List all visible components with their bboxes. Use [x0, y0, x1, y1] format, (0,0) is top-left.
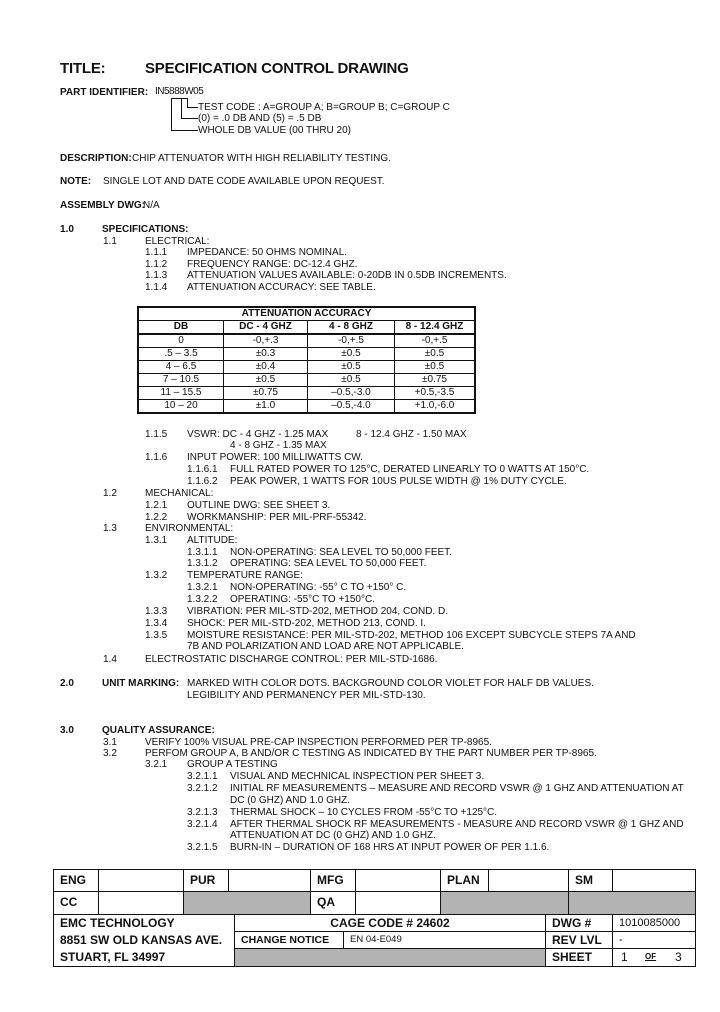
table-cell: +1.0,-6.0 [395, 400, 476, 414]
table-cell: –0.5,-4.0 [308, 400, 395, 414]
item-text: PERFOM GROUP A, B AND/OR C TESTING AS INDICATED BY THE PART NUMBER PER TP-8965. [145, 748, 597, 759]
item-number: 3.2.1 [145, 759, 168, 770]
item-number: 1.3.4 [145, 618, 168, 629]
table-cell: ±0.3 [224, 348, 308, 361]
table-cell: ±0.5 [308, 348, 395, 361]
table-cell: ±1.0 [224, 400, 308, 414]
item-number: 1.1.4 [145, 282, 168, 293]
item-text: ALTITUDE: [187, 535, 238, 546]
table-cell: ±0.4 [224, 361, 308, 374]
item-text: VISUAL AND MECHNICAL INSPECTION PER SHEET 3. [230, 771, 485, 782]
table-cell: -0,+.5 [308, 334, 395, 348]
column-header: DB [138, 321, 224, 335]
assembly-value: N/A [143, 200, 160, 211]
part-note-half-db: (0) = .0 DB AND (5) = .5 DB [198, 113, 322, 124]
item-text: 8 - 12.4 GHZ - 1.50 MAX [356, 429, 467, 440]
table-cell: ±0.5 [308, 361, 395, 374]
part-identifier: IN5888W05 [155, 86, 204, 97]
item-number: 3.2 [103, 748, 117, 759]
item-text: PEAK POWER, 1 WATTS FOR 10US PULSE WIDTH @ 1% DUTY CYCLE. [230, 476, 567, 487]
cage-code: CAGE CODE # 24602 [234, 914, 546, 932]
sheet-total: 3 [675, 950, 682, 964]
item-number: 1.1.6.1 [187, 464, 218, 475]
item-text: THERMAL SHOCK – 10 CYCLES FROM -55°C TO +125°C. [230, 807, 498, 818]
part-identifier-label: PART IDENTIFIER: [60, 87, 149, 98]
section-heading: UNIT MARKING: [102, 678, 180, 689]
table-row [138, 387, 475, 400]
attenuation-accuracy-table [137, 306, 476, 414]
item-text: VIBRATION: PER MIL-STD-202, METHOD 204, COND. D. [187, 606, 448, 617]
item-text: ELECTRICAL: [145, 236, 210, 247]
item-number: 1.3.2 [145, 570, 168, 581]
item-number: 1.2.2 [145, 512, 168, 523]
table-cell: –0.5,-3.0 [308, 387, 395, 400]
item-text: SHOCK: PER MIL-STD-202, METHOD 213, COND. I. [187, 618, 426, 629]
cc-signature-field[interactable] [98, 891, 184, 915]
company-name: EMC TECHNOLOGY [60, 916, 175, 930]
marking-text: LEGIBILITY AND PERMANENCY PER MIL-STD-130. [187, 690, 426, 701]
section-number: 2.0 [60, 678, 74, 689]
rev-value: - [612, 931, 696, 949]
table-cell: .5 – 3.5 [138, 348, 224, 361]
part-note-test-code: TEST CODE : A=GROUP A; B=GROUP B; C=GROUP C [198, 102, 450, 113]
table-cell: ±0.75 [395, 374, 476, 387]
table-row [138, 400, 475, 414]
item-text: ATTENUATION ACCURACY: SEE TABLE. [187, 282, 376, 293]
item-text: NON-OPERATING: SEA LEVEL TO 50,000 FEET. [230, 547, 452, 558]
marking-text: MARKED WITH COLOR DOTS. BACKGROUND COLOR VIOLET FOR HALF DB VALUES. [187, 678, 594, 689]
item-text: ATTENUATION AT DC (0 GHZ) AND 1.0 GHZ. [230, 830, 436, 841]
item-number: 1.1.6.2 [187, 476, 218, 487]
section-heading: QUALITY ASSURANCE: [102, 725, 215, 736]
table-cell: ±0.5 [395, 348, 476, 361]
item-text: ELECTROSTATIC DISCHARGE CONTROL: PER MIL-STD-1686. [145, 654, 438, 665]
blank-gray-cell [568, 891, 696, 915]
blank-gray-cell [234, 948, 546, 967]
item-number: 1.3.3 [145, 606, 168, 617]
item-text: OPERATING: SEA LEVEL TO 50,000 FEET. [230, 558, 427, 569]
item-number: 1.1 [103, 236, 117, 247]
description-label: DESCRIPTION: [60, 153, 132, 164]
note-label: NOTE: [60, 176, 92, 187]
item-text: OPERATING: -55°C TO +150°C. [230, 594, 375, 605]
sheet-of: OF [645, 952, 657, 961]
title-label: TITLE: [60, 60, 106, 77]
description-text: CHIP ATTENUATOR WITH HIGH RELIABILITY TESTING. [132, 153, 391, 164]
item-number: 1.3.2.2 [187, 594, 218, 605]
bracket-line [181, 118, 198, 119]
item-text: GROUP A TESTING [187, 759, 278, 770]
item-text: VERIFY 100% VISUAL PRE-CAP INSPECTION PERFORMED PER TP-8965. [145, 737, 492, 748]
change-notice-value: EN 04-E049 [343, 931, 546, 949]
table-cell: +0.5,-3.5 [395, 387, 476, 400]
item-text: INITIAL RF MEASUREMENTS – MEASURE AND RECORD VSWR @ 1 GHZ AND ATTENUATION AT [230, 783, 684, 794]
table-row [138, 361, 475, 374]
bracket-line [187, 107, 198, 108]
item-number: 1.3.1 [145, 535, 168, 546]
mfg-label: MFG [310, 869, 356, 892]
table-row [138, 374, 475, 387]
dwg-label: DWG # [545, 914, 613, 932]
table-cell: ±0.75 [224, 387, 308, 400]
item-text: 4 - 8 GHZ - 1.35 MAX [230, 440, 327, 451]
sheet-number: 1 [621, 950, 628, 964]
item-text: FULL RATED POWER TO 125°C, DERATED LINEARLY TO 0 WATTS AT 150°C. [230, 464, 590, 475]
table-cell: ±0.5 [308, 374, 395, 387]
table-cell: 11 – 15.5 [138, 387, 224, 400]
table-cell: ±0.5 [224, 374, 308, 387]
item-number: 3.2.1.2 [187, 783, 218, 794]
item-text: 7B AND POLARIZATION AND LOAD ARE NOT APPLICABLE. [187, 641, 464, 652]
pur-label: PUR [183, 869, 229, 892]
eng-signature-field[interactable] [98, 869, 184, 892]
item-text: AFTER THERMAL SHOCK RF MEASUREMENTS - MEASURE AND RECORD VSWR @ 1 GHZ AND [230, 819, 684, 830]
item-text: IMPEDANCE: 50 OHMS NOMINAL. [187, 247, 348, 258]
dwg-number: 1010085000 [612, 914, 696, 932]
item-text: DC (0 GHZ) AND 1.0 GHZ. [230, 795, 351, 806]
table-cell: ±0.5 [395, 361, 476, 374]
item-number: 3.1 [103, 737, 117, 748]
assembly-label: ASSEMBLY DWG: [60, 200, 146, 211]
bracket-line [181, 98, 182, 119]
item-number: 1.4 [103, 654, 117, 665]
blank-gray-cell [440, 891, 569, 915]
qa-signature-field[interactable] [355, 891, 441, 915]
company-address-line1: 8851 SW OLD KANSAS AVE. [60, 933, 223, 947]
item-text: ATTENUATION VALUES AVAILABLE: 0-20DB IN 0.5DB INCREMENTS. [187, 270, 507, 281]
table-cell: -0,+.5 [395, 334, 476, 348]
table-cell: 10 – 20 [138, 400, 224, 414]
cc-label: CC [53, 891, 99, 915]
part-note-whole-db: WHOLE DB VALUE (00 THRU 20) [198, 125, 352, 136]
item-text: MOISTURE RESISTANCE: PER MIL-STD-202, METHOD 106 EXCEPT SUBCYCLE STEPS 7A AND [187, 630, 636, 641]
item-number: 1.3.2.1 [187, 582, 218, 593]
sheet-value [612, 948, 696, 967]
column-header: DC - 4 GHZ [224, 321, 308, 335]
item-text: WORKMANSHIP: PER MIL-PRF-55342. [187, 512, 367, 523]
pur-signature-field[interactable] [228, 869, 311, 892]
table-cell: 7 – 10.5 [138, 374, 224, 387]
item-number: 3.2.1.5 [187, 842, 218, 853]
item-number: 1.1.1 [145, 247, 168, 258]
item-text: MECHANICAL: [145, 488, 214, 499]
item-number: 1.1.3 [145, 270, 168, 281]
plan-signature-field[interactable] [488, 869, 569, 892]
qa-label: QA [310, 891, 356, 915]
rev-label: REV LVL [545, 931, 613, 949]
item-text: FREQUENCY RANGE: DC-12.4 GHZ. [187, 259, 358, 270]
sheet-label: SHEET [545, 948, 613, 967]
item-number: 1.3.5 [145, 630, 168, 641]
item-number: 1.1.5 [145, 429, 168, 440]
item-number: 1.2 [103, 488, 117, 499]
note-text: SINGLE LOT AND DATE CODE AVAILABLE UPON REQUEST. [103, 176, 385, 187]
section-heading: SPECIFICATIONS: [102, 224, 189, 235]
bracket-line [171, 98, 172, 131]
item-number: 3.2.1.1 [187, 771, 218, 782]
table-row [138, 334, 475, 348]
item-number: 1.3.1.2 [187, 558, 218, 569]
item-number: 1.1.2 [145, 259, 168, 270]
sm-signature-field[interactable] [612, 869, 696, 892]
item-text: OUTLINE DWG: SEE SHEET 3. [187, 500, 331, 511]
section-number: 1.0 [60, 224, 74, 235]
change-notice-label: CHANGE NOTICE [234, 931, 344, 949]
item-text: VSWR: DC - 4 GHZ - 1.25 MAX [187, 429, 329, 440]
item-number: 1.2.1 [145, 500, 168, 511]
mfg-signature-field[interactable] [355, 869, 441, 892]
table-cell: 0 [138, 334, 224, 348]
item-number: 1.3 [103, 523, 117, 534]
item-text: TEMPERATURE RANGE: [187, 570, 303, 581]
sm-label: SM [568, 869, 613, 892]
table-row [138, 348, 475, 361]
table-cell: 4 – 6.5 [138, 361, 224, 374]
table-caption: ATTENUATION ACCURACY [138, 307, 475, 321]
plan-label: PLAN [440, 869, 489, 892]
item-text: ENVIRONMENTAL: [145, 523, 234, 534]
item-number: 1.3.1.1 [187, 547, 218, 558]
section-number: 3.0 [60, 725, 74, 736]
company-address-line2: STUART, FL 34997 [60, 950, 166, 964]
item-text: INPUT POWER: 100 MILLIWATTS CW. [187, 452, 363, 463]
column-header: 8 - 12.4 GHZ [395, 321, 476, 335]
item-text: NON-OPERATING: -55° C TO +150° C. [230, 582, 407, 593]
underline [171, 98, 188, 99]
column-header: 4 - 8 GHZ [308, 321, 395, 335]
bracket-line [171, 130, 198, 131]
company-cell [53, 914, 235, 967]
item-text: BURN-IN – DURATION OF 168 HRS AT INPUT POWER OF PER 1.1.6. [230, 842, 550, 853]
document-title: SPECIFICATION CONTROL DRAWING [145, 60, 409, 77]
item-number: 3.2.1.3 [187, 807, 218, 818]
item-number: 1.1.6 [145, 452, 168, 463]
table-cell: -0,+.3 [224, 334, 308, 348]
blank-gray-cell [183, 891, 311, 915]
eng-label: ENG [53, 869, 99, 892]
item-number: 3.2.1.4 [187, 819, 218, 830]
